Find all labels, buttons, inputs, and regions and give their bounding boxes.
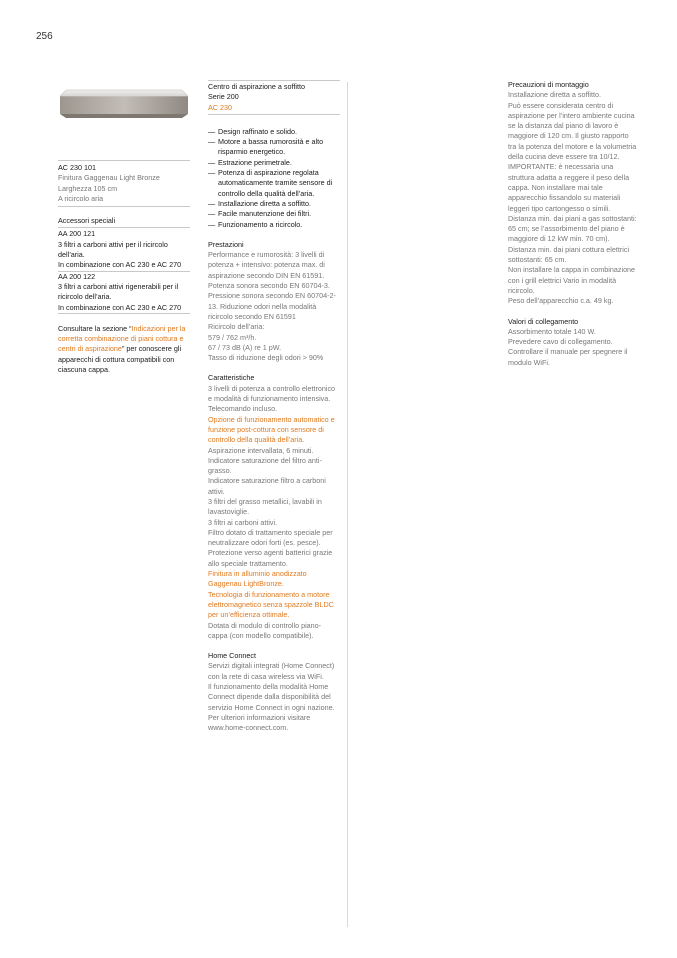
characteristic-line: Indicatore saturazione filtro a carboni attivi. [208, 476, 326, 496]
feature-item: — Funzionamento a ricircolo. [208, 220, 340, 230]
product-image [58, 84, 190, 126]
consult-post: ” per conoscere gli apparecchi di cottura compatibili con ciascuna cappa. [58, 344, 182, 375]
main-column [208, 80, 340, 734]
accessory-2-desc: 3 filtri a carboni attivi rigenerabili per il ricircolo dell’aria. [58, 281, 179, 302]
accessory-1-code: AA 200 121 [58, 229, 96, 239]
feature-item: — Motore a bassa rumorosità e alto risparmio energetico. [208, 137, 340, 158]
product-width: Larghezza 105 cm [58, 183, 118, 193]
performance-line: Pressione sonora secondo EN 60704-2-13. Riduzione odori nella modalità ricircolo secondo EN 61591 [208, 291, 336, 321]
consult-pre: Consultare la sezione “ [58, 323, 132, 333]
home-connect-line: Per ulteriori informazioni visitare www.home-connect.com. [208, 712, 311, 733]
accessory-2-code: AA 200 122 [58, 271, 96, 281]
installation-line: Distanza min. dai piani a gas sottostanti: 65 cm; se l’assorbimento del piano è maggiore di 12 kW min. 70 cm). [508, 213, 637, 244]
ceiling-hood-illustration [58, 84, 190, 126]
characteristic-line: Dotata di modulo di controllo piano-cappa (con modello compatibile). [208, 620, 322, 640]
installation-line: Può essere considerata centro di aspirazione per l’intero ambiente cucina se la distanza dal piano di lavoro è maggiore di 120 cm. Il giusto rapporto tra la potenza del motore e la volumetria della cucina deve essere tra 10/12. [508, 100, 637, 162]
performance-line: Performance e rumorosità: 3 livelli di potenza + intensivo: potenza max. di aspirazione secondo DIN EN 61591. [208, 250, 325, 280]
installation-column [508, 80, 638, 368]
characteristic-line: Indicatore saturazione del filtro anti-grasso. [208, 455, 322, 476]
connection-line: Controllare il manuale per spegnere il modulo WiFi. [508, 347, 628, 367]
connection-line: Assorbimento totale 140 W. [508, 326, 596, 336]
characteristic-line: Aspirazione intervallata, 6 minuti. [208, 445, 314, 455]
performance-line: Tasso di riduzione degli odori > 90% [208, 353, 324, 363]
column-divider [347, 82, 348, 927]
feature-item: — Estrazione perimetrale. [208, 158, 340, 168]
performance-title: Prestazioni [208, 239, 244, 249]
installation-line: Distanza min. dai piani cottura elettrici sottostanti: 65 cm. [508, 244, 630, 265]
features-list [208, 127, 340, 230]
characteristics-list [208, 384, 340, 641]
characteristic-line: 3 livelli di potenza a controllo elettronico e modalità di funzionamento intensiva. [208, 383, 336, 404]
characteristics-title: Caratteristiche [208, 373, 255, 383]
performance-line: 67 / 73 dB (A) re 1 pW. [208, 342, 282, 352]
header-line1: Centro di aspirazione a soffitto [208, 82, 305, 91]
model-name: AC 230 [208, 102, 232, 112]
product-code: AC 230 101 [58, 163, 96, 172]
performance-line: Ricircolo dell’aria: [208, 322, 265, 332]
accessory-1-combo: In combinazione con AC 230 e AC 270 [58, 260, 182, 270]
accessory-1-desc: 3 filtri a carboni attivi per il ricircolo dell’aria. [58, 239, 168, 260]
product-finish: Finitura Gaggenau Light Bronze [58, 173, 160, 183]
feature-item: — Design raffinato e solido. [208, 127, 340, 137]
feature-item: — Potenza di aspirazione regolata automaticamente tramite sensore di controllo della qualità dell’aria. [208, 168, 340, 199]
accessory-2-combo: In combinazione con AC 230 e AC 270 [58, 302, 182, 312]
characteristic-line: Filtro dotato di trattamento speciale per neutralizzare odori forti (es. pesce). [208, 527, 333, 548]
page-number: 256 [36, 31, 53, 42]
characteristic-line: Tecnologia di funzionamento a motore elettromagnetico senza spazzole BLDC per un’efficienza ottimale. [208, 589, 334, 620]
home-connect-line: Il funzionamento della modalità Home Connect dipende dalla disponibilità del servizio Home Connect in ogni nazione. [208, 682, 335, 712]
performance-line: 579 / 762 m³/h. [208, 332, 257, 342]
product-mode: A ricircolo aria [58, 193, 104, 203]
installation-title: Precauzioni di montaggio [508, 80, 589, 89]
installation-line: Peso dell’apparecchio c.a. 49 kg. [508, 296, 614, 306]
consult-note [58, 324, 190, 375]
connection-line: Prevedere cavo di collegamento. [508, 337, 613, 347]
characteristic-line: 3 filtri del grasso metallici, lavabili in lavastoviglie. [208, 496, 322, 517]
installation-line: Non installare la cappa in combinazione con i grill elettrici Vario in modalità ricircolo. [508, 265, 636, 295]
performance-line: Potenza sonora secondo EN 60704-3. [208, 281, 330, 291]
installation-line: IMPORTANTE: è necessaria una struttura adatta a reggere il peso della cappa. Non installare mai tale apparecchio fissandolo su materiali leggeri tipo cartongesso o simili. [508, 162, 630, 213]
characteristic-line: Opzione di funzionamento automatico e funzione post-cottura con sensore di controllo della qualità dell’aria. [208, 414, 335, 445]
connection-title: Valori di collegamento [508, 316, 579, 326]
characteristic-line: 3 filtri ai carboni attivi. [208, 517, 278, 527]
header-line2: Serie 200 [208, 92, 239, 102]
product-info [58, 160, 190, 375]
characteristic-line: Finitura in alluminio anodizzato Gaggenau LightBronze. [208, 569, 307, 589]
characteristic-line: Telecomando incluso. [208, 404, 278, 414]
consult-link[interactable]: Indicazioni per la corretta combinazione di piani cottura e centri di aspirazione [58, 323, 186, 354]
home-connect-line: Servizi digitali integrati (Home Connect) con la rete di casa wireless via WiFi. [208, 661, 335, 681]
accessories-title: Accessori speciali [58, 216, 116, 226]
home-connect-title: Home Connect [208, 651, 256, 661]
feature-item: — Facile manutenzione dei filtri. [208, 209, 340, 219]
feature-item: — Installazione diretta a soffitto. [208, 199, 340, 209]
characteristic-line: Protezione verso agenti batterici grazie allo speciale trattamento. [208, 548, 333, 568]
installation-line: Installazione diretta a soffitto. [508, 90, 601, 100]
